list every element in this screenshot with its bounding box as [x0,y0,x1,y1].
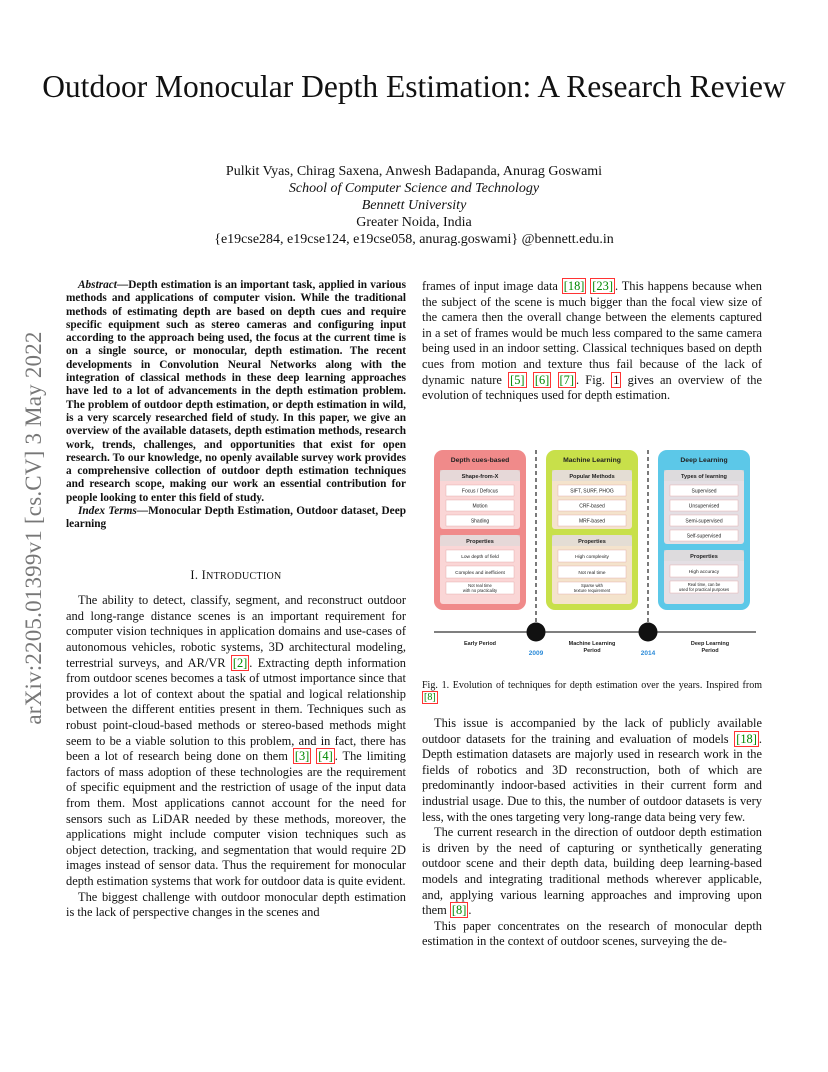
intro-paragraph-1: The ability to detect, classify, segment, and reconstruct outdoor and long-range distance scenes is an important requirement for computer vision techniques in application domains and use-cases of autonomous vehicles, robotic systems, 3D architectural modeling, terrestrial surveys, and AR/VR [2] . Extracting depth information from outdoor scenes becomes a task of utmost importance since that provides a lot of context about the spatial and logical relationship between the different entities present in them. Techniques such as robust point-cloud-based methods or stereo-based methods might seem to be a viable solution to this problem, and in fact, there has been a lot of research being done on them [3] [4] . The limiting factors of mass adoption of these technologies are the requirement of specific equipment and the restriction of usage of the input data from them. Most applications cannot account for the need for sensors such as LiDAR needed by these methods, moreover, the applications might include computer vision techniques such as object detection, tracking, and segmentation that would require 2D images instead of sensor data. Thus the requirement for monocular depth estimation systems that work for outdoor data is quite evident. [66,593,407,888]
index-terms-text: —Monocular Depth Estimation, Outdoor dataset, Deep learning [66,505,406,531]
section-initial: I [201,567,207,582]
panel-item: Complex and inefficient [455,571,505,576]
figure-reference-link[interactable]: 1 [613,372,620,387]
panel-item: Supervised [691,488,717,495]
affiliation-university: Bennett University [361,198,467,213]
section-number: I. [190,567,202,582]
timeline-period: Early Period [463,641,497,647]
panel-item: CRF-based [579,503,605,510]
affiliation-school: School of Computer Science and Technology [288,181,540,196]
panel-item: Real time, can be [687,582,721,587]
figure-evolution-diagram [430,446,760,668]
arxiv-identifier: arXiv:2205.01399v1 [cs.CV] 3 May 2022 [21,331,46,725]
panel-item: texture requirement [573,588,611,593]
panel-subtitle: Properties [578,539,606,545]
timeline-marker [527,623,546,642]
citation-link[interactable]: [7] [559,372,574,387]
panel-subtitle: Types of learning [681,474,727,480]
timeline-period: Machine Learning [568,641,616,647]
timeline-period: Deep Learning [690,641,730,647]
panel-item: Not real time [578,571,606,576]
author-emails: {e19cse284, e19cse124, e19cse058, anurag.goswami} @bennett.edu.in [214,232,614,247]
abstract-label: Abstract [78,279,117,291]
section-heading-introduction [66,568,406,585]
author-names: Pulkit Vyas, Chirag Saxena, Anwesh Badapanda, Anurag Goswami [225,164,603,179]
arxiv-sidebar [14,283,54,773]
timeline-year: 2014 [640,650,656,657]
index-terms-label: Index Terms [78,505,137,518]
paper-title: Outdoor Monocular Depth Estimation: A Research Review [42,69,786,104]
abstract [66,279,406,505]
panel-subtitle: Properties [690,554,718,560]
panel-item: Semi-supervised [685,518,723,525]
citation-link[interactable]: [6] [534,372,550,387]
intro-paragraph-2: The biggest challenge with outdoor monocular depth estimation is the lack of perspective changes in the scenes and [66,889,406,920]
left-column [66,279,406,921]
citation-link[interactable]: [18] [736,731,757,746]
citation-link[interactable]: [8] [451,903,467,918]
index-terms [66,505,406,532]
panel-item: Motion [472,503,488,510]
citation-link[interactable]: [5] [510,372,525,387]
panel-item: Shading [470,518,490,525]
panel-item: High accuracy [688,570,720,575]
timeline-year: 2009 [528,650,544,657]
panel-title: Machine Learning [563,457,621,464]
citation-link[interactable]: [18] [563,279,585,293]
panel-item: High complexity [575,555,609,560]
panel-title: Deep Learning [680,457,728,464]
citation-link[interactable]: [23] [592,279,613,293]
panel-subtitle: Shape-from-X [461,474,499,480]
citation-link[interactable]: [2] [232,655,248,670]
right-column-bottom [422,716,762,950]
panel-item: Unsupervised [688,503,720,510]
panel-title: Depth cues-based [450,457,510,464]
affiliation-city: Greater Noida, India [356,215,472,230]
panel-item: Low depth of field [461,555,499,560]
citation-link[interactable]: [4] [318,749,333,764]
timeline-marker [639,623,658,642]
panel-item: Sparse with [581,583,603,588]
intro-paragraph-research: The current research in the direction of outdoor depth estimation is driven by the need of capturing or synthetically generating outdoor scene and their depth data, building deep learning-based models and integrating traditional methods wherever applicable, and, applying various learning approaches and improving upon them [8] . [422,825,762,918]
citation-link[interactable]: [8] [424,692,436,704]
timeline-period: Period [701,648,719,654]
panel-item: Focus / Defocus [461,488,499,495]
panel-item: Not real time [468,583,492,588]
intro-paragraph-continued: frames of input image data [18] [23] . This happens because when the subject of the scene is much bigger than the focal view size of the camera then the overall change between the elements captured in a set of frames would be much less compared to the same camera being used in an indoor setting. Classical techniques based on depth cues from motion and texture thus fail because of the lack of dynamic nature [5] [6] [7] . Fig. 1 gives an overview of the evolution of techniques used for depth estimation. [422,279,762,403]
right-column-top [422,279,762,404]
intro-paragraph-datasets: This issue is accompanied by the lack of publicly available outdoor datasets for the training and evaluation of models [18] . Depth estimation datasets are majorly used in research work in the fields of robotics and 3D reconstruction, both of which are predominantly indoor-based activities in their current form and industrial usage. Due to this, the number of outdoor datasets is very less, with the ones targeting very long-range data being very few. [422,716,762,824]
panel-item: with no practicality [462,588,498,593]
panel-item: used for practical purposes [678,587,730,592]
panel-item: SIFT, SURF, PHOG [570,488,614,495]
timeline-period: Period [583,648,601,654]
abstract-text: —Depth estimation is an important task, applied in various methods and applications of computer vision. While the traditional methods of estimating depth are based on depth cues and require specific equipment such as stereo cameras and configuring input according to the approach being used, the focus at the current time is on a single source, or monocular, depth estimation. The recent developments in Convolution Neural Networks along with the integration of classical methods in these deep learning approaches have led to a lot of advancements in the depth estimation problem. The problem of outdoor depth estimation, or depth estimation in wild, is a very scarcely researched field of study. In this paper, we give an overview of the available datasets, depth estimation methods, research work, trends, challenges, and opportunities that exist for open research. To our knowledge, no openly available survey work provides a comprehensive collection of outdoor depth estimation techniques and research scope, making our work an essential contribution for people looking to enter this field of study. [66,279,406,504]
figure-caption: Fig. 1. Evolution of techniques for depth estimation over the years. Inspired from [8] [422,680,762,704]
panel-subtitle: Popular Methods [569,474,615,480]
panel-subtitle: Properties [466,539,494,545]
intro-paragraph-scope: This paper concentrates on the research of monocular depth estimation in the context of outdoor scenes, surveying the de- [422,918,762,949]
panel-item: MRF-based [578,518,606,525]
author-block [0,163,828,248]
citation-link[interactable]: [3] [294,749,310,764]
section-rest: NTRODUCTION [206,570,282,582]
panel-item: Self-supervised [686,533,722,540]
